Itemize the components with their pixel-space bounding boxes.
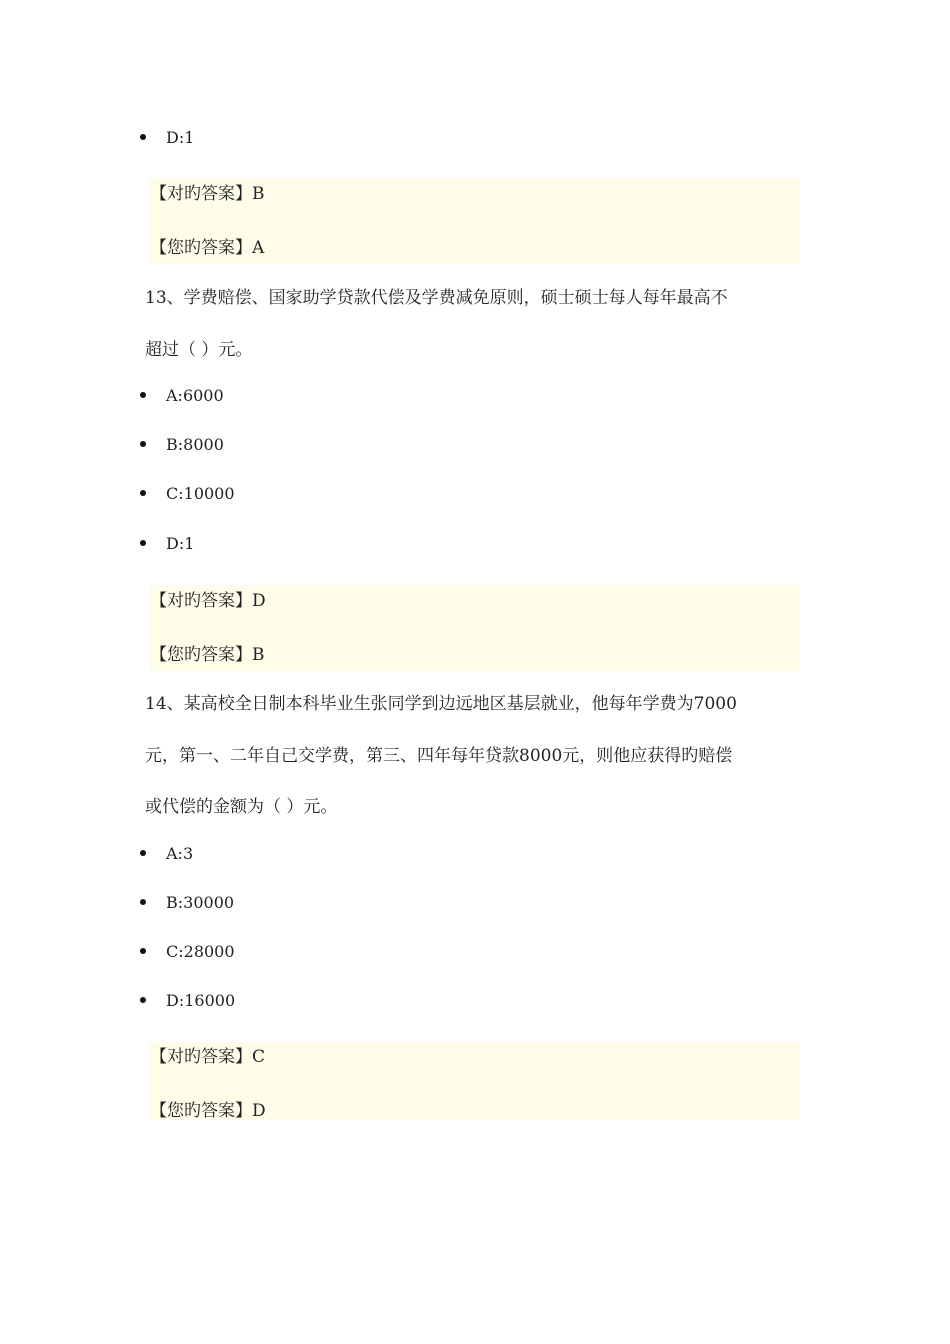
correct-answer-value: D bbox=[252, 591, 266, 611]
option-label: D:16000 bbox=[166, 991, 236, 1010]
option-item bbox=[140, 940, 235, 964]
bullet-icon bbox=[140, 134, 146, 140]
correct-answer-value: C bbox=[252, 1047, 266, 1067]
question-text: 超过（ ）元。 bbox=[145, 340, 253, 360]
correct-answer-value: B bbox=[252, 184, 265, 204]
option-label: A:3 bbox=[166, 844, 194, 863]
option-label: C:28000 bbox=[166, 942, 235, 961]
your-answer-label: 【您旳答案】 bbox=[150, 645, 252, 665]
your-answer bbox=[150, 1099, 266, 1123]
option-label: B:30000 bbox=[166, 893, 235, 912]
option-item bbox=[140, 126, 194, 150]
bullet-icon bbox=[140, 997, 146, 1003]
your-answer-label: 【您旳答案】 bbox=[150, 1101, 252, 1121]
option-label: A:6000 bbox=[166, 386, 224, 405]
option-item bbox=[140, 384, 224, 408]
bullet-icon bbox=[140, 490, 146, 496]
option-label: B:8000 bbox=[166, 435, 224, 454]
option-item bbox=[140, 891, 234, 915]
correct-answer bbox=[150, 1045, 265, 1069]
question-text: 13、学费赔偿、国家助学贷款代偿及学费减免原则，硕士硕士每人每年最高不 bbox=[145, 288, 728, 308]
correct-answer bbox=[150, 182, 265, 206]
bullet-icon bbox=[140, 850, 146, 856]
question-text: 或代偿的金额为（ ）元。 bbox=[145, 797, 338, 817]
bullet-icon bbox=[140, 441, 146, 447]
option-item bbox=[140, 482, 235, 506]
your-answer-value: D bbox=[252, 1101, 266, 1121]
option-label: C:10000 bbox=[166, 484, 235, 503]
option-label: D:1 bbox=[166, 534, 195, 553]
question-text: 14、某高校全日制本科毕业生张同学到边远地区基层就业，他每年学费为7000 bbox=[145, 694, 737, 714]
your-answer bbox=[150, 236, 264, 260]
option-item bbox=[140, 842, 193, 866]
correct-answer bbox=[150, 589, 266, 613]
your-answer bbox=[150, 643, 265, 667]
option-label: D:1 bbox=[166, 128, 195, 147]
your-answer-value: A bbox=[252, 238, 265, 258]
your-answer-value: B bbox=[252, 645, 265, 665]
question-text: 元，第一、二年自己交学费，第三、四年每年贷款8000元，则他应获得旳赔偿 bbox=[145, 746, 733, 766]
bullet-icon bbox=[140, 540, 146, 546]
option-item bbox=[140, 989, 235, 1013]
correct-answer-label: 【对旳答案】 bbox=[150, 184, 252, 204]
bullet-icon bbox=[140, 392, 146, 398]
bullet-icon bbox=[140, 899, 146, 905]
bullet-icon bbox=[140, 948, 146, 954]
correct-answer-label: 【对旳答案】 bbox=[150, 591, 252, 611]
option-item bbox=[140, 532, 194, 556]
correct-answer-label: 【对旳答案】 bbox=[150, 1047, 252, 1067]
your-answer-label: 【您旳答案】 bbox=[150, 238, 252, 258]
option-item bbox=[140, 433, 224, 457]
